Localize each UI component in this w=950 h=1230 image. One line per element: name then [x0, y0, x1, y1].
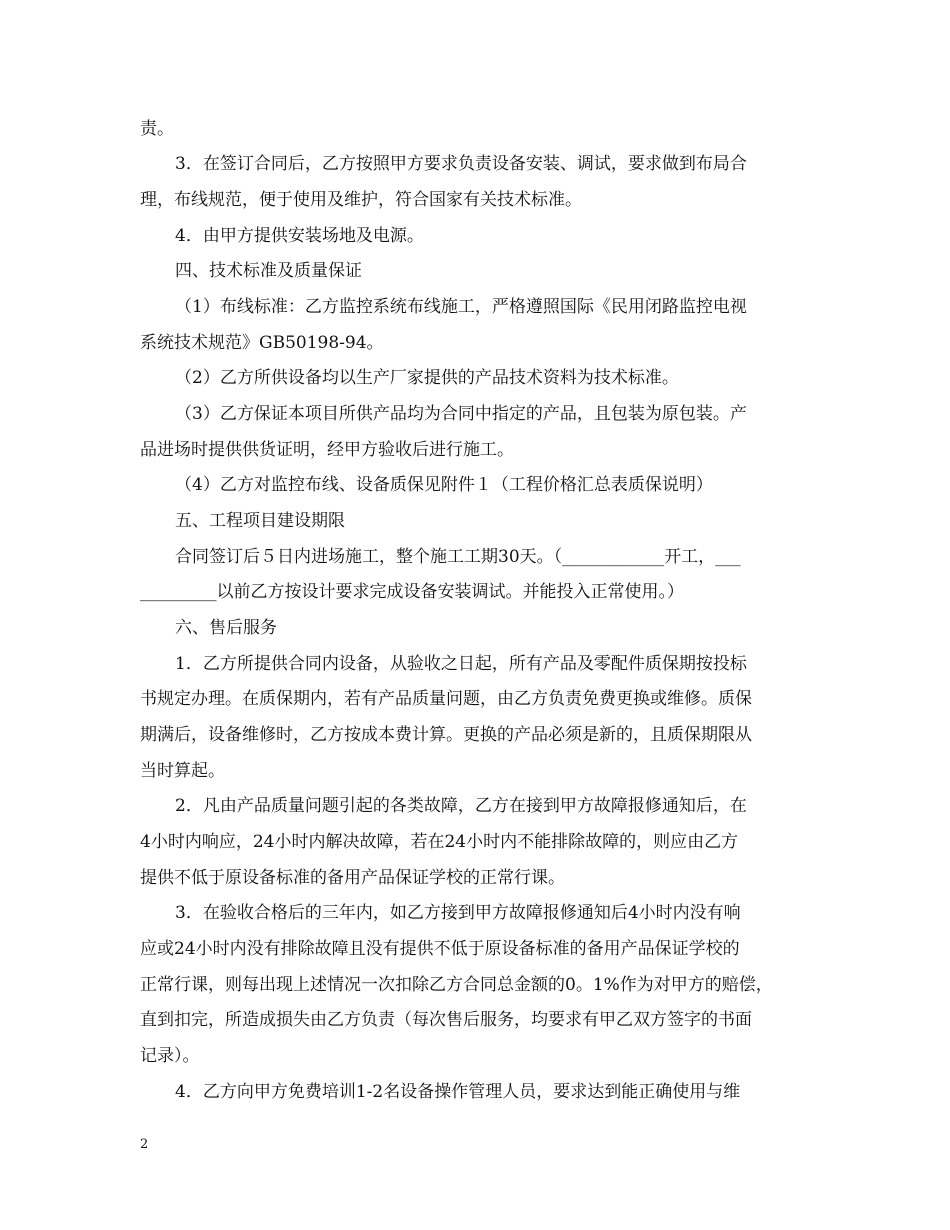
text-line: 4．乙方向甲方免费培训1-2名设备操作管理人员，要求达到能正确使用与维: [175, 1082, 741, 1102]
text-line: 记录）。: [140, 1046, 200, 1066]
page-number: 2: [140, 1137, 149, 1152]
section-heading: 四、技术标准及质量保证: [175, 261, 362, 281]
text-line: 4．由甲方提供安装场地及电源。: [175, 226, 424, 246]
text-line: 合同签订后５日内进场施工，整个施工工期30天。（____________开工，___: [175, 547, 741, 567]
text-line: 1．乙方所提供合同内设备，从验收之日起，所有产品及零配件质保期按投标: [175, 654, 747, 674]
text-line: 系统技术规范》GB50198-94。: [140, 333, 384, 353]
text-line: 4小时内响应，24小时内解决故障，若在24小时内不能排除故障的，则应由乙方: [140, 832, 739, 852]
text-line: （4）乙方对监控布线、设备质保见附件１（工程价格汇总表质保说明）: [175, 475, 713, 495]
text-line: 3．在验收合格后的三年内，如乙方接到甲方故障报修通知后4小时内没有响: [175, 903, 741, 923]
text-line: （3）乙方保证本项目所供产品均为合同中指定的产品，且包装为原包装。产: [175, 404, 747, 424]
text-line: 提供不低于原设备标准的备用产品保证学校的正常行课。: [140, 868, 565, 888]
text-line: 2．凡由产品质量问题引起的各类故障，乙方在接到甲方故障报修通知后，在: [175, 796, 747, 816]
text-line: 品进场时提供供货证明，经甲方验收后进行施工。: [140, 440, 514, 460]
text-line: 书规定办理。在质保期内，若有产品质量问题，由乙方负责免费更换或维修。质保: [140, 689, 752, 709]
text-line: 应或24小时内没有排除故障且没有提供不低于原设备标准的备用产品保证学校的: [140, 939, 740, 959]
text-line: 理，布线规范，便于使用及维护，符合国家有关技术标准。: [140, 190, 582, 210]
text-line: 责。: [140, 119, 174, 139]
text-line: （1）布线标准：乙方监控系统布线施工，严格遵照国际《民用闭路监控电视: [175, 297, 747, 317]
text-line: 直到扣完，所造成损失由乙方负责（每次售后服务，均要求有甲乙双方签字的书面: [140, 1010, 752, 1030]
text-line: 正常行课，则每出现上述情况一次扣除乙方合同总金额的0。1%作为对甲方的赔偿，: [140, 975, 773, 995]
text-line: 期满后，设备维修时，乙方按成本费计算。更换的产品必须是新的，且质保期限从: [140, 725, 752, 745]
text-line: 当时算起。: [140, 761, 225, 781]
section-heading: 五、工程项目建设期限: [175, 511, 345, 531]
text-line: （2）乙方所供设备均以生产厂家提供的产品技术资料为技术标准。: [175, 368, 679, 388]
text-line: _________以前乙方按设计要求完成设备安装调试。并能投入正常使用。）: [140, 582, 684, 602]
section-heading: 六、售后服务: [175, 618, 277, 638]
text-line: 3．在签订合同后，乙方按照甲方要求负责设备安装、调试，要求做到布局合: [175, 154, 747, 174]
